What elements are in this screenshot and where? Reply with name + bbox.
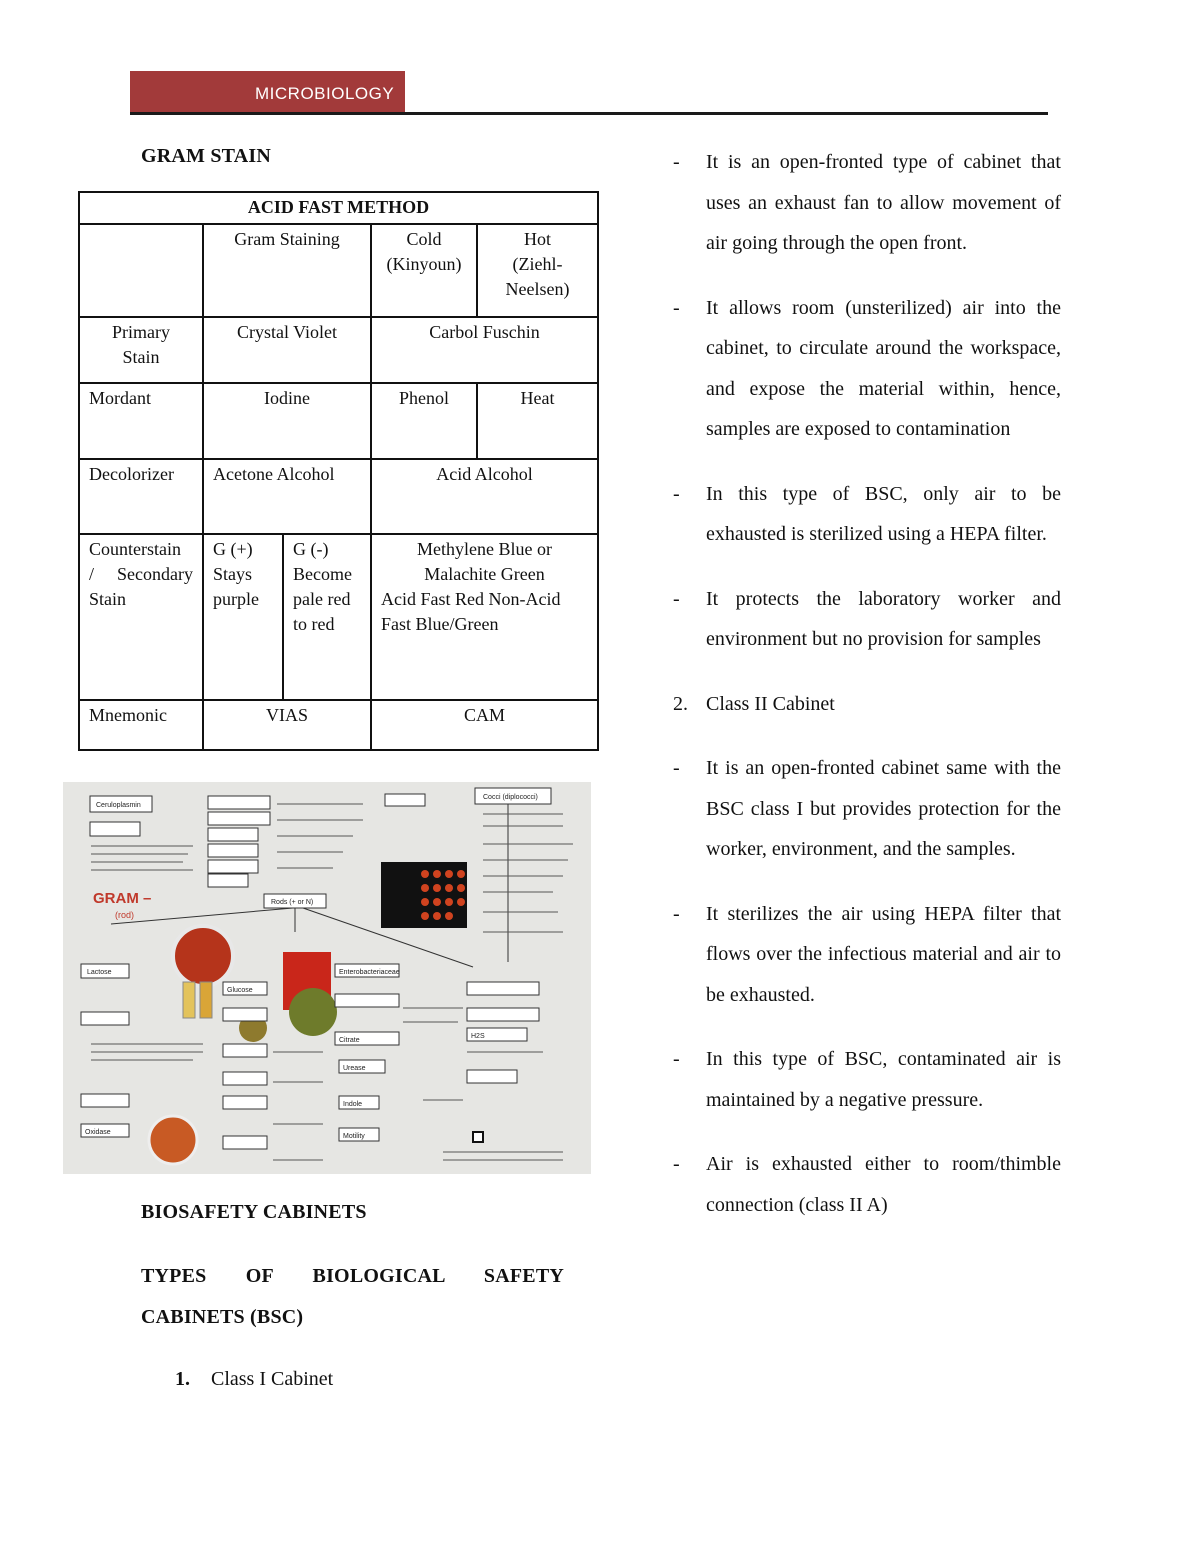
mnemonic-acid: CAM bbox=[371, 700, 598, 750]
flowchart-title: GRAM – bbox=[93, 890, 152, 907]
table-title: ACID FAST METHOD bbox=[79, 192, 598, 224]
flowchart-box-oxidase: Oxidase bbox=[85, 1129, 111, 1136]
bullet-item: - It is an open-fronted type of cabinet that uses an exhaust fan to allow movement of air going through the open front. bbox=[673, 151, 1061, 254]
types-heading-line2: CABINETS (BSC) bbox=[141, 1306, 304, 1328]
row-label-counterstain: Counterstain / Secondary Stain bbox=[79, 534, 203, 700]
row-label-primary: Primary Stain bbox=[79, 317, 203, 383]
gram-negative-flowchart-image bbox=[63, 782, 591, 1174]
flowchart-box-h2s: H2S bbox=[471, 1033, 485, 1040]
primary-gram: Crystal Violet bbox=[203, 317, 371, 383]
bullet-item: - It is an open-fronted cabinet same with the BSC class I but provides protection for the worker, environment, and the samples. bbox=[673, 757, 1061, 860]
flowchart-box-urease: Urease bbox=[343, 1065, 366, 1072]
header-tab bbox=[130, 71, 405, 115]
table-cell-empty bbox=[79, 224, 203, 317]
bullet-item: - In this type of BSC, only air to be exhausted is sterilized using a HEPA filter. bbox=[673, 482, 1061, 545]
bullet-item: - It allows room (unsterilized) air into the cabinet, to circulate around the workspace, and expose the material within, hence, samples are exposed to contamination bbox=[673, 296, 1061, 440]
mnemonic-gram: VIAS bbox=[203, 700, 371, 750]
header-label: MICROBIOLOGY bbox=[255, 84, 395, 103]
bullet-item: - It protects the laboratory worker and environment but no provision for samples bbox=[673, 587, 1061, 650]
primary-acid: Carbol Fuschin bbox=[371, 317, 598, 383]
table-header-cold: Cold (Kinyoun) bbox=[371, 224, 477, 317]
bullet-item: - Air is exhausted either to room/thimble connection (class II A) bbox=[673, 1153, 1061, 1216]
flowchart-box-rods: Rods (+ or N) bbox=[271, 899, 314, 906]
flowchart-drawing bbox=[63, 782, 591, 1174]
decolorizer-gram: Acetone Alcohol bbox=[203, 459, 371, 534]
acid-fast-table bbox=[78, 191, 599, 751]
class1-number: 1. bbox=[175, 1368, 190, 1390]
gram-stain-heading: GRAM STAIN bbox=[141, 145, 271, 167]
counter-gram-negative: G (-) Become pale red to red bbox=[283, 534, 371, 700]
flowchart-box-enterobacteriaceae: Enterobacteriaceae bbox=[339, 969, 400, 976]
right-column bbox=[673, 142, 1061, 1225]
flowchart-box-indole: Indole bbox=[343, 1101, 363, 1108]
row-label-mordant: Mordant bbox=[79, 383, 203, 459]
flowchart-box-motility: Motility bbox=[343, 1133, 365, 1140]
row-label-mnemonic: Mnemonic bbox=[79, 700, 203, 750]
flowchart-subtitle: (rod) bbox=[115, 910, 135, 920]
row-label-decolorizer: Decolorizer bbox=[79, 459, 203, 534]
mordant-cold: Phenol bbox=[371, 383, 477, 459]
flowchart-box-citrate: Citrate bbox=[339, 1037, 360, 1044]
class1-label: Class I Cabinet bbox=[211, 1368, 334, 1390]
flowchart-box-lactose: Lactose bbox=[87, 969, 112, 976]
bullet-item: - It sterilizes the air using HEPA filter that flows over the infectious material and air to be exhausted. bbox=[673, 902, 1061, 1006]
flowchart-box-cocci: Cocci (diplococci) bbox=[483, 794, 538, 801]
bullet-item: - In this type of BSC, contaminated air is maintained by a negative pressure. bbox=[673, 1048, 1061, 1111]
header-rule bbox=[130, 112, 1048, 115]
class2-item: 2. Class II Cabinet bbox=[673, 692, 835, 715]
counter-gram-positive: G (+) Stays purple bbox=[203, 534, 283, 700]
biosafety-heading: BIOSAFETY CABINETS bbox=[141, 1201, 367, 1223]
table-header-hot: Hot (Ziehl- Neelsen) bbox=[477, 224, 598, 317]
decolorizer-acid: Acid Alcohol bbox=[371, 459, 598, 534]
table-header-gram: Gram Staining bbox=[203, 224, 371, 317]
mordant-hot: Heat bbox=[477, 383, 598, 459]
flowchart-box-glucose: Glucose bbox=[227, 987, 253, 994]
counter-acid: Methylene Blue or Malachite Green Acid Fast Red Non-Acid Fast Blue/Green bbox=[371, 534, 598, 700]
flowchart-box-ceruloplasmin: Ceruloplasmin bbox=[96, 802, 141, 809]
types-heading-line1: TYPES OF BIOLOGICAL SAFETY bbox=[141, 1265, 564, 1287]
mordant-gram: Iodine bbox=[203, 383, 371, 459]
